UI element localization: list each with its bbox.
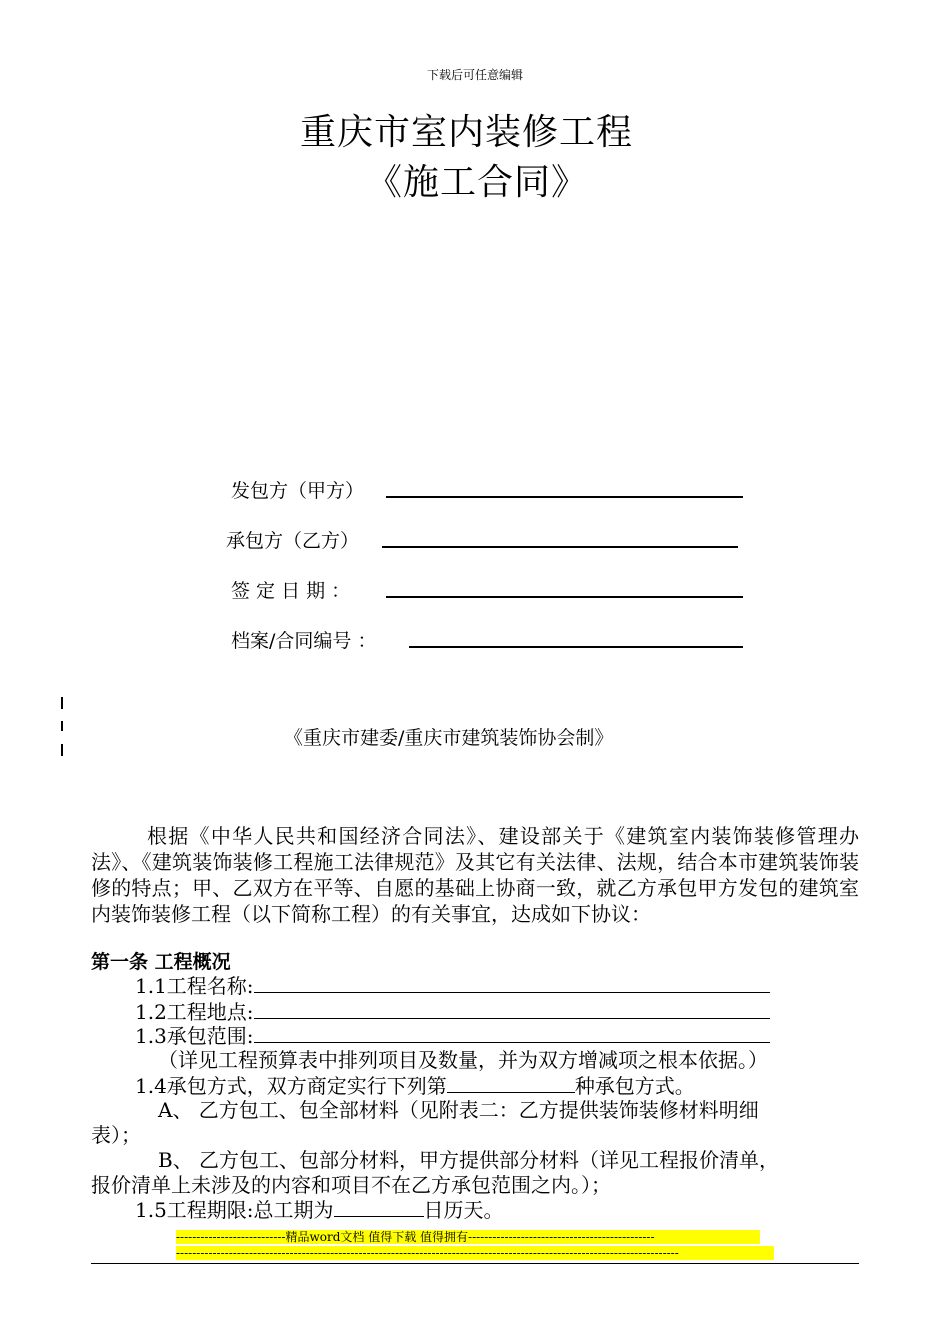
page-bottom-rule	[91, 1263, 859, 1264]
option-a-line1: A、 乙方包工、包全部材料（见附表二：乙方提供装饰装修材料明细	[158, 1098, 759, 1122]
item-1-4-blank	[447, 1072, 575, 1093]
party-b-label: 承包方（乙方）	[226, 530, 360, 552]
item-1-3	[135, 1022, 770, 1049]
margin-mark	[61, 721, 63, 731]
item-1-2	[135, 998, 770, 1025]
article-1-heading: 第一条 工程概况	[91, 951, 231, 973]
sign-date-blank	[386, 596, 743, 598]
document-subtitle: 《施工合同》	[366, 162, 589, 203]
party-a-blank	[386, 496, 743, 498]
contract-no-blank	[409, 646, 743, 648]
item-1-4	[135, 1072, 695, 1099]
item-1-5-prefix: 1.5工程期限:总工期为	[135, 1198, 334, 1222]
item-1-3-blank	[254, 1022, 770, 1043]
header-note: 下载后可任意编辑	[426, 68, 523, 82]
item-1-4-suffix: 种承包方式。	[574, 1074, 695, 1098]
footer-banner-line2: ----------------------------------------------------------------------------------------------------------------------------	[176, 1246, 774, 1260]
item-1-5-blank	[334, 1196, 424, 1217]
item-1-3-label: 1.3承包范围:	[135, 1024, 254, 1048]
contract-no-label: 档案/合同编号 ：	[231, 630, 377, 652]
margin-mark	[61, 697, 63, 709]
item-1-5-suffix: 日历天。	[423, 1198, 504, 1222]
item-1-1-label: 1.1工程名称:	[135, 974, 254, 998]
item-1-1	[135, 972, 770, 999]
item-1-2-blank	[254, 998, 770, 1019]
item-1-2-label: 1.2工程地点:	[135, 1000, 254, 1024]
footer-banner-line1: ---------------------------精品word文档 值得下载 值得拥有----------------------------------------------	[176, 1230, 760, 1244]
option-b-line2: 报价清单上未涉及的内容和项目不在乙方承包范围之内。）；	[91, 1173, 611, 1197]
document-title: 重庆市室内装修工程	[300, 112, 634, 153]
option-b-line1: B、 乙方包工、包部分材料，甲方提供部分材料（详见工程报价清单，	[158, 1148, 780, 1172]
item-1-5	[135, 1196, 504, 1223]
option-a-line2: 表）；	[91, 1123, 141, 1147]
preamble-paragraph: 根据《中华人民共和国经济合同法》、建设部关于《建筑室内装饰装修管理办法》、《建筑装饰装修工程施工法律规范》及其它有关法律、法规，结合本市建筑装饰装修的特点；甲、乙双方在平等、自愿的基础上协商一致，就乙方承包甲方发包的建筑室内装饰装修工程（以下简称工程）的有关事宜，达成如下协议：	[91, 824, 859, 926]
party-b-blank	[382, 546, 738, 548]
item-1-3-note: （详见工程预算表中排列项目及数量，并为双方增减项之根本依据。）	[158, 1048, 768, 1072]
margin-mark	[61, 744, 63, 756]
issuer-line: 《重庆市建委/重庆市建筑装饰协会制》	[284, 727, 614, 749]
item-1-4-prefix: 1.4承包方式，双方商定实行下列第	[135, 1074, 447, 1098]
sign-date-label: 签 定 日 期 ：	[231, 580, 351, 602]
party-a-label: 发包方（甲方）	[231, 480, 365, 502]
item-1-1-blank	[254, 972, 770, 993]
